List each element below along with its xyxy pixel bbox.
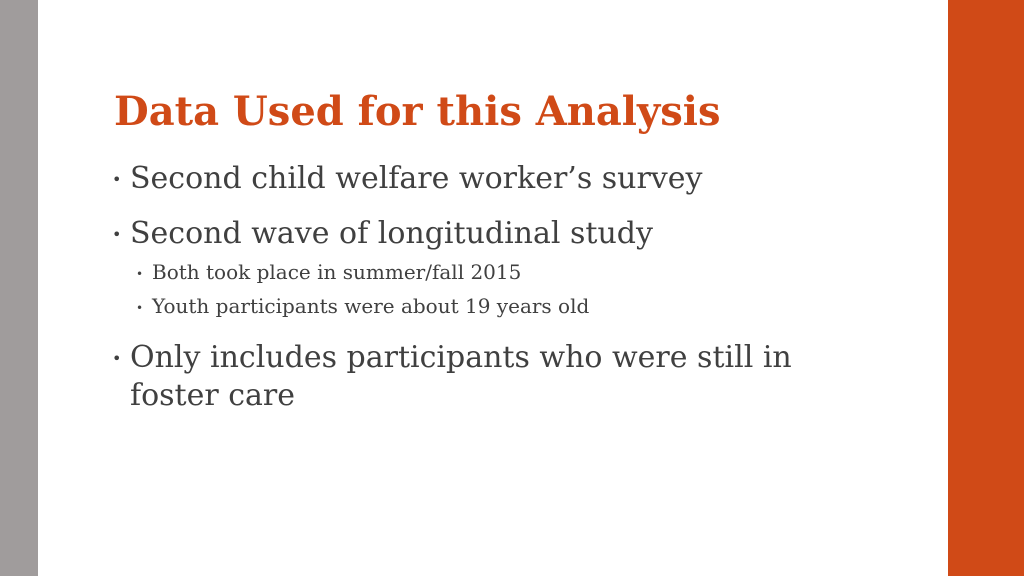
sub-bullet-text: Both took place in summer/fall 2015 bbox=[152, 260, 522, 284]
right-accent-bar bbox=[948, 0, 1024, 576]
sub-bullet-dot-icon: • bbox=[136, 300, 144, 315]
sub-bullet-dot-icon: • bbox=[136, 266, 144, 281]
bullet-item bbox=[112, 160, 702, 199]
bullet-item bbox=[112, 339, 800, 415]
bullet-item bbox=[112, 215, 653, 254]
slide-title: Data Used for this Analysis bbox=[114, 88, 721, 135]
bullet-text: Only includes participants who were still in foster care bbox=[130, 340, 792, 413]
bullet-dot-icon: • bbox=[112, 225, 122, 244]
bullet-dot-icon: • bbox=[112, 170, 122, 189]
bullet-dot-icon: • bbox=[112, 349, 122, 368]
bullet-text: Second child welfare worker’s survey bbox=[130, 161, 703, 196]
bullet-text: Second wave of longitudinal study bbox=[130, 216, 653, 251]
left-accent-bar bbox=[0, 0, 38, 576]
sub-bullet-item bbox=[136, 258, 521, 288]
sub-bullet-item bbox=[136, 292, 589, 322]
sub-bullet-text: Youth participants were about 19 years old bbox=[152, 294, 590, 318]
